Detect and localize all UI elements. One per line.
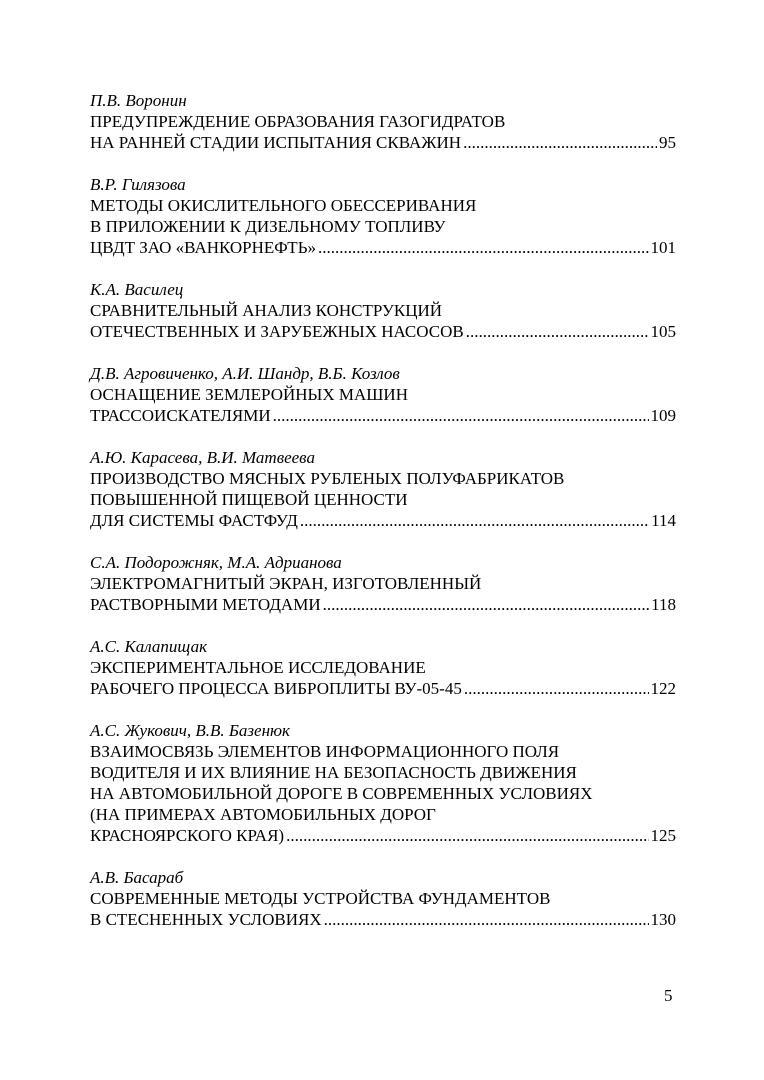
toc-title-line: ТРАССОИСКАТЕЛЯМИ [90,406,271,425]
toc-title-line: НА АВТОМОБИЛЬНОЙ ДОРОГЕ В СОВРЕМЕННЫХ УСЛОВИЯХ [90,784,593,803]
dot-leader [300,510,649,531]
toc-title-last-line [90,132,676,153]
toc-page-ref: 118 [651,595,676,614]
toc-title-line: ПОВЫШЕННОЙ ПИЩЕВОЙ ЦЕННОСТИ [90,490,408,509]
toc-title-last-line [90,825,676,846]
toc-title-line: СОВРЕМЕННЫЕ МЕТОДЫ УСТРОЙСТВА ФУНДАМЕНТОВ [90,889,551,908]
toc-page-ref: 125 [650,826,676,845]
toc-entry [90,447,676,531]
toc-title-last-line [90,237,676,258]
toc-title-line: СРАВНИТЕЛЬНЫЙ АНАЛИЗ КОНСТРУКЦИЙ [90,301,443,320]
toc-title-line: ВЗАИМОСВЯЗЬ ЭЛЕМЕНТОВ ИНФОРМАЦИОННОГО ПОЛЯ [90,742,560,761]
dot-leader [286,825,648,846]
toc-title-last-line [90,405,676,426]
toc-title-last-line [90,510,676,531]
dot-leader [323,594,650,615]
dot-leader [324,909,649,930]
toc-title-line: ОТЕЧЕСТВЕННЫХ И ЗАРУБЕЖНЫХ НАСОСОВ [90,322,464,341]
dot-leader [273,405,649,426]
toc-entry [90,867,676,930]
toc-title-line: РАСТВОРНЫМИ МЕТОДАМИ [90,595,321,614]
toc-entry [90,90,676,153]
toc-title-line: ВОДИТЕЛЯ И ИХ ВЛИЯНИЕ НА БЕЗОПАСНОСТЬ ДВИЖЕНИЯ [90,763,577,782]
dot-leader [463,132,657,153]
toc-page-ref: 105 [650,322,676,341]
toc-entry [90,363,676,426]
toc-title-last-line [90,678,676,699]
toc-author: Д.В. Агровиченко, А.И. Шандр, В.Б. Козлов [90,364,400,383]
toc-title-line: РАБОЧЕГО ПРОЦЕССА ВИБРОПЛИТЫ ВУ-05-45 [90,679,462,698]
toc-title-line: В СТЕСНЕННЫХ УСЛОВИЯХ [90,910,322,929]
toc-author: А.С. Калапищак [90,637,208,656]
toc-page-ref: 109 [650,406,676,425]
toc-title-last-line [90,909,676,930]
toc-title-line: В ПРИЛОЖЕНИИ К ДИЗЕЛЬНОМУ ТОПЛИВУ [90,217,446,236]
toc-author: А.В. Басараб [90,868,184,887]
toc-author: А.С. Жукович, В.В. Базенюк [90,721,290,740]
toc-title-line: ЦВДТ ЗАО «ВАНКОРНЕФТЬ» [90,238,316,257]
toc-entry [90,720,676,846]
table-of-contents [90,90,676,951]
page-number: 5 [664,986,673,1005]
toc-page-ref: 95 [659,133,676,152]
toc-title-line: ЭЛЕКТРОМАГНИТЫЙ ЭКРАН, ИЗГОТОВЛЕННЫЙ [90,574,482,593]
toc-author: С.А. Подорожняк, М.А. Адрианова [90,553,342,572]
toc-entry [90,552,676,615]
toc-title-line: ДЛЯ СИСТЕМЫ ФАСТФУД [90,511,298,530]
toc-author: К.А. Василец [90,280,184,299]
toc-page-ref: 130 [650,910,676,929]
toc-title-line: ОСНАЩЕНИЕ ЗЕМЛЕРОЙНЫХ МАШИН [90,385,408,404]
toc-title-line: КРАСНОЯРСКОГО КРАЯ) [90,826,285,845]
toc-title-line: ЭКСПЕРИМЕНТАЛЬНОЕ ИССЛЕДОВАНИЕ [90,658,426,677]
toc-title-line: (НА ПРИМЕРАХ АВТОМОБИЛЬНЫХ ДОРОГ [90,805,436,824]
toc-entry [90,174,676,258]
toc-page-ref: 114 [651,511,676,530]
toc-title-line: ПРОИЗВОДСТВО МЯСНЫХ РУБЛЕНЫХ ПОЛУФАБРИКАТОВ [90,469,565,488]
toc-title-last-line [90,321,676,342]
toc-author: А.Ю. Карасева, В.И. Матвеева [90,448,315,467]
toc-page-ref: 122 [650,679,676,698]
toc-entry [90,279,676,342]
toc-author: П.В. Воронин [90,91,187,110]
dot-leader [318,237,649,258]
toc-author: В.Р. Гилязова [90,175,186,194]
toc-title-line: МЕТОДЫ ОКИСЛИТЕЛЬНОГО ОБЕССЕРИВАНИЯ [90,196,477,215]
toc-title-last-line [90,594,676,615]
toc-entry [90,636,676,699]
toc-page-ref: 101 [650,238,676,257]
dot-leader [466,321,649,342]
toc-title-line: НА РАННЕЙ СТАДИИ ИСПЫТАНИЯ СКВАЖИН [90,133,462,152]
dot-leader [464,678,649,699]
toc-title-line: ПРЕДУПРЕЖДЕНИЕ ОБРАЗОВАНИЯ ГАЗОГИДРАТОВ [90,112,506,131]
